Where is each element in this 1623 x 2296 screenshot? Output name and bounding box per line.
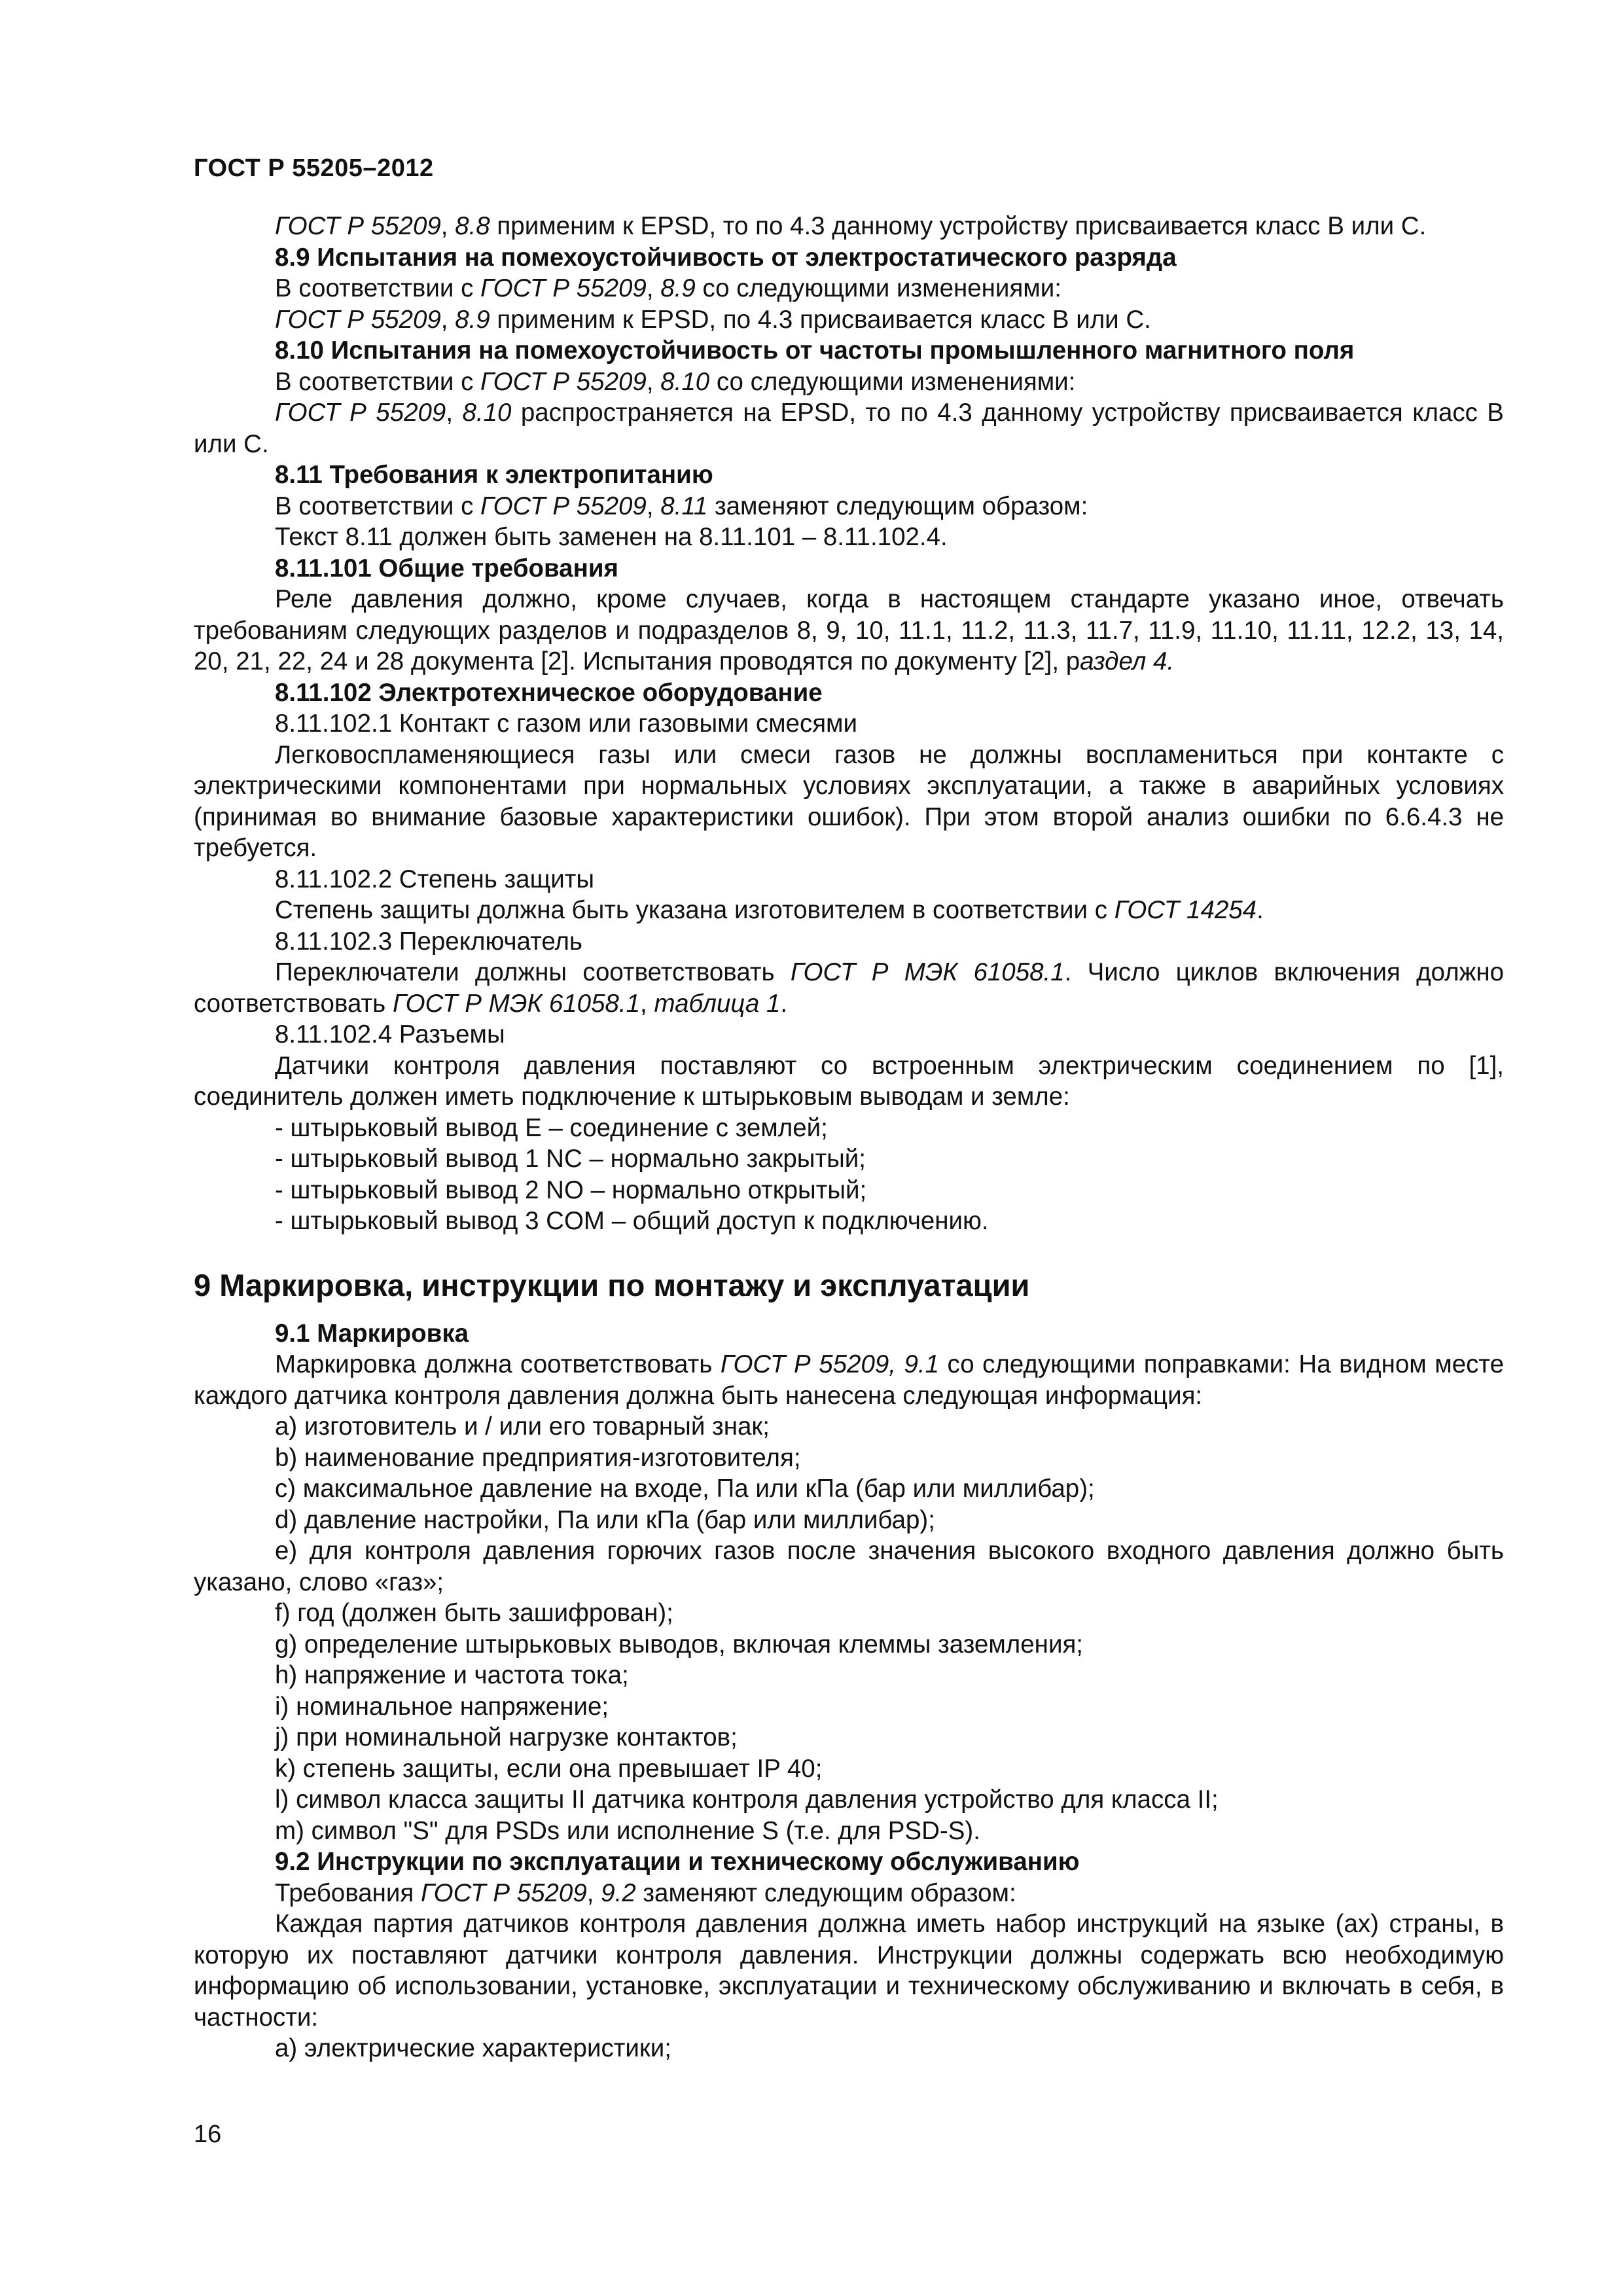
text-run: , [640, 989, 654, 1018]
clause-reference: аздел 4. [1080, 647, 1175, 675]
clause-reference: 9.2 [601, 1878, 636, 1907]
text-run: , [446, 399, 463, 427]
text-run: Переключатели должны соответствовать [275, 958, 791, 986]
list-item: - штырьковый вывод 2 NO – нормально открытый; [275, 1175, 867, 1204]
paragraph [194, 367, 1504, 398]
list-item: - штырьковый вывод E – соединение с землей; [275, 1113, 828, 1142]
clause-reference: 8.10 [660, 367, 710, 396]
clause-heading: 8.11.102 Электротехническое оборудование [275, 678, 823, 707]
text-run: применим к EPSD, то по 4.3 данному устройству присваивается класс В или С. [490, 212, 1427, 240]
standard-reference: ГОСТ Р 55209 [480, 492, 647, 520]
standard-reference: ГОСТ Р 55209 [275, 399, 446, 427]
running-header: ГОСТ Р 55205–2012 [194, 154, 434, 182]
text-run: В соответствии с [275, 492, 481, 520]
subclause-heading: 8.11.102.4 Разъемы [275, 1020, 505, 1049]
clause-heading: 8.9 Испытания на помехоустойчивость от электростатического разряда [275, 243, 1177, 272]
paragraph [194, 1878, 1504, 1909]
clause-heading: 8.11 Требования к электропитанию [275, 461, 713, 489]
text-run: . [780, 989, 788, 1018]
standard-reference: ГОСТ Р 55209 [480, 367, 647, 396]
list-item: b) наименование предприятия-изготовителя; [275, 1443, 801, 1472]
text-run: , [646, 274, 661, 302]
text-run: , [646, 492, 661, 520]
paragraph [194, 304, 1504, 336]
list-item: h) напряжение и частота тока; [275, 1661, 629, 1689]
paragraph [194, 273, 1504, 304]
list-item: m) символ "S" для PSDs или исполнение S (т.е. для PSD-S). [275, 1816, 980, 1845]
standard-reference: ГОСТ Р 55209 [420, 1878, 587, 1907]
paragraph [194, 211, 1504, 242]
list-item: k) степень защиты, если она превышает IP 40; [275, 1754, 823, 1783]
text-run: со следующими изменениями: [695, 274, 1061, 302]
paragraph: Легковоспламеняющиеся газы или смеси газов не должны воспламениться при контакте с электрическими компонентами при нормальных условиях эксплуатации, а также в аварийных условиях (принимая во внимание базовые характеристики ошибок). При этом второй анализ ошибки по 6.6.4.3 не требуется. [194, 740, 1504, 862]
text-run: , [646, 367, 661, 396]
list-item: g) определение штырьковых выводов, включая клеммы заземления; [275, 1630, 1083, 1659]
text-run: В соответствии с [275, 274, 481, 302]
standard-reference: ГОСТ Р 55209, 9.1 [720, 1350, 940, 1378]
standard-reference: ГОСТ Р 55209 [275, 305, 441, 334]
list-item: j) при номинальной нагрузке контактов; [275, 1723, 738, 1751]
list-item: d) давление настройки, Па или кПа (бар или миллибар); [275, 1505, 935, 1534]
paragraph [194, 491, 1504, 522]
clause-reference: 8.10 [462, 399, 512, 427]
list-item: e) для контроля давления горючих газов после значения высокого входного давления должно быть указано, слово «газ»; [194, 1537, 1504, 1596]
text-run: . [1257, 896, 1264, 924]
clause-heading: 8.11.101 Общие требования [275, 554, 618, 583]
text-run: Степень защиты должна быть указана изготовителем в соответствии с [275, 896, 1115, 924]
list-item: a) изготовитель и / или его товарный знак; [275, 1412, 770, 1441]
list-item: a) электрические характеристики; [275, 2034, 671, 2062]
paragraph [194, 584, 1504, 677]
clause-heading: 9.1 Маркировка [275, 1319, 469, 1348]
paragraph: Каждая партия датчиков контроля давления должна иметь набор инструкций на языке (ах) страны, в которую их поставляют датчики контроля давления. Инструкции должны содержать всю необходимую информацию об использовании, установке, эксплуатации и техническому обслуживанию и включать в себя, в частности: [194, 1910, 1504, 2032]
text-run: распространяется на EPSD, то по 4.3 данному устройству присваивается класс В или С. [194, 399, 1504, 458]
subclause-heading: 8.11.102.1 Контакт с газом или газовыми смесями [275, 709, 858, 738]
text-run: заменяют следующим образом: [635, 1878, 1016, 1907]
standard-reference: ГОСТ Р МЭК 61058.1 [790, 958, 1065, 986]
list-item: - штырьковый вывод 3 COM – общий доступ к подключению. [275, 1207, 989, 1235]
page-body [194, 211, 1504, 2064]
clause-reference: 8.11 [660, 492, 708, 520]
list-item: f) год (должен быть зашифрован); [275, 1599, 673, 1627]
paragraph [194, 957, 1504, 1019]
list-item: - штырьковый вывод 1 NC – нормально закрытый; [275, 1145, 866, 1173]
text-run: Требования [275, 1878, 421, 1907]
paragraph [194, 397, 1504, 459]
clause-reference: 8.9 [660, 274, 696, 302]
subclause-heading: 8.11.102.3 Переключатель [275, 927, 582, 956]
standard-reference: ГОСТ Р 55209 [275, 212, 441, 240]
text-run: , [440, 212, 455, 240]
page-number: 16 [194, 2121, 222, 2148]
text-run: . Число циклов включения должно соответствовать [194, 958, 1504, 1018]
section-heading: 9 Маркировка, инструкции по монтажу и эксплуатации [194, 1267, 1030, 1302]
text-run: , [440, 305, 455, 334]
list-item: i) номинальное напряжение; [275, 1692, 609, 1721]
paragraph [194, 895, 1504, 926]
clause-reference: 8.9 [455, 305, 490, 334]
list-item: c) максимальное давление на входе, Па или кПа (бар или миллибар); [275, 1475, 1095, 1503]
clause-reference: 8.8 [455, 212, 490, 240]
subclause-heading: 8.11.102.2 Степень защиты [275, 865, 595, 893]
clause-heading: 8.10 Испытания на помехоустойчивость от частоты промышленного магнитного поля [275, 336, 1355, 365]
text-run: Реле давления должно, кроме случаев, когда в настоящем стандарте указано иное, отвечать требованиям следующих разделов и подразделов 8, 9, 10, 11.1, 11.2, 11.3, 11.7, 11.9, 11.10, 11.11, 12.2, 13, 14, 20, 21, 22, 24 и 28 документа [2]. Испытания проводятся по документу [2], р [194, 585, 1504, 675]
paragraph: Текст 8.11 должен быть заменен на 8.11.101 – 8.11.102.4. [275, 523, 948, 551]
text-run: со следующими изменениями: [709, 367, 1076, 396]
text-run: , [586, 1878, 601, 1907]
table-reference: таблица 1 [654, 989, 781, 1018]
text-run: Маркировка должна соответствовать [275, 1350, 721, 1378]
text-run: со следующими поправками: На видном месте каждого датчика контроля давления должна быть нанесена следующая информация: [194, 1350, 1504, 1410]
paragraph [194, 1349, 1504, 1411]
standard-reference: ГОСТ 14254 [1114, 896, 1257, 924]
text-run: применим к EPSD, по 4.3 присваивается класс В или С. [490, 305, 1151, 334]
list-item: l) символ класса защиты II датчика контроля давления устройство для класса II; [275, 1785, 1219, 1814]
standard-reference: ГОСТ Р МЭК 61058.1 [392, 989, 641, 1018]
text-run: В соответствии с [275, 367, 481, 396]
paragraph: Датчики контроля давления поставляют со встроенным электрическим соединением по [1], соединитель должен иметь подключение к штырьковым выводам и земле: [194, 1051, 1504, 1111]
text-run: заменяют следующим образом: [707, 492, 1088, 520]
clause-heading: 9.2 Инструкции по эксплуатации и техническому обслуживанию [275, 1848, 1080, 1876]
standard-reference: ГОСТ Р 55209 [480, 274, 647, 302]
